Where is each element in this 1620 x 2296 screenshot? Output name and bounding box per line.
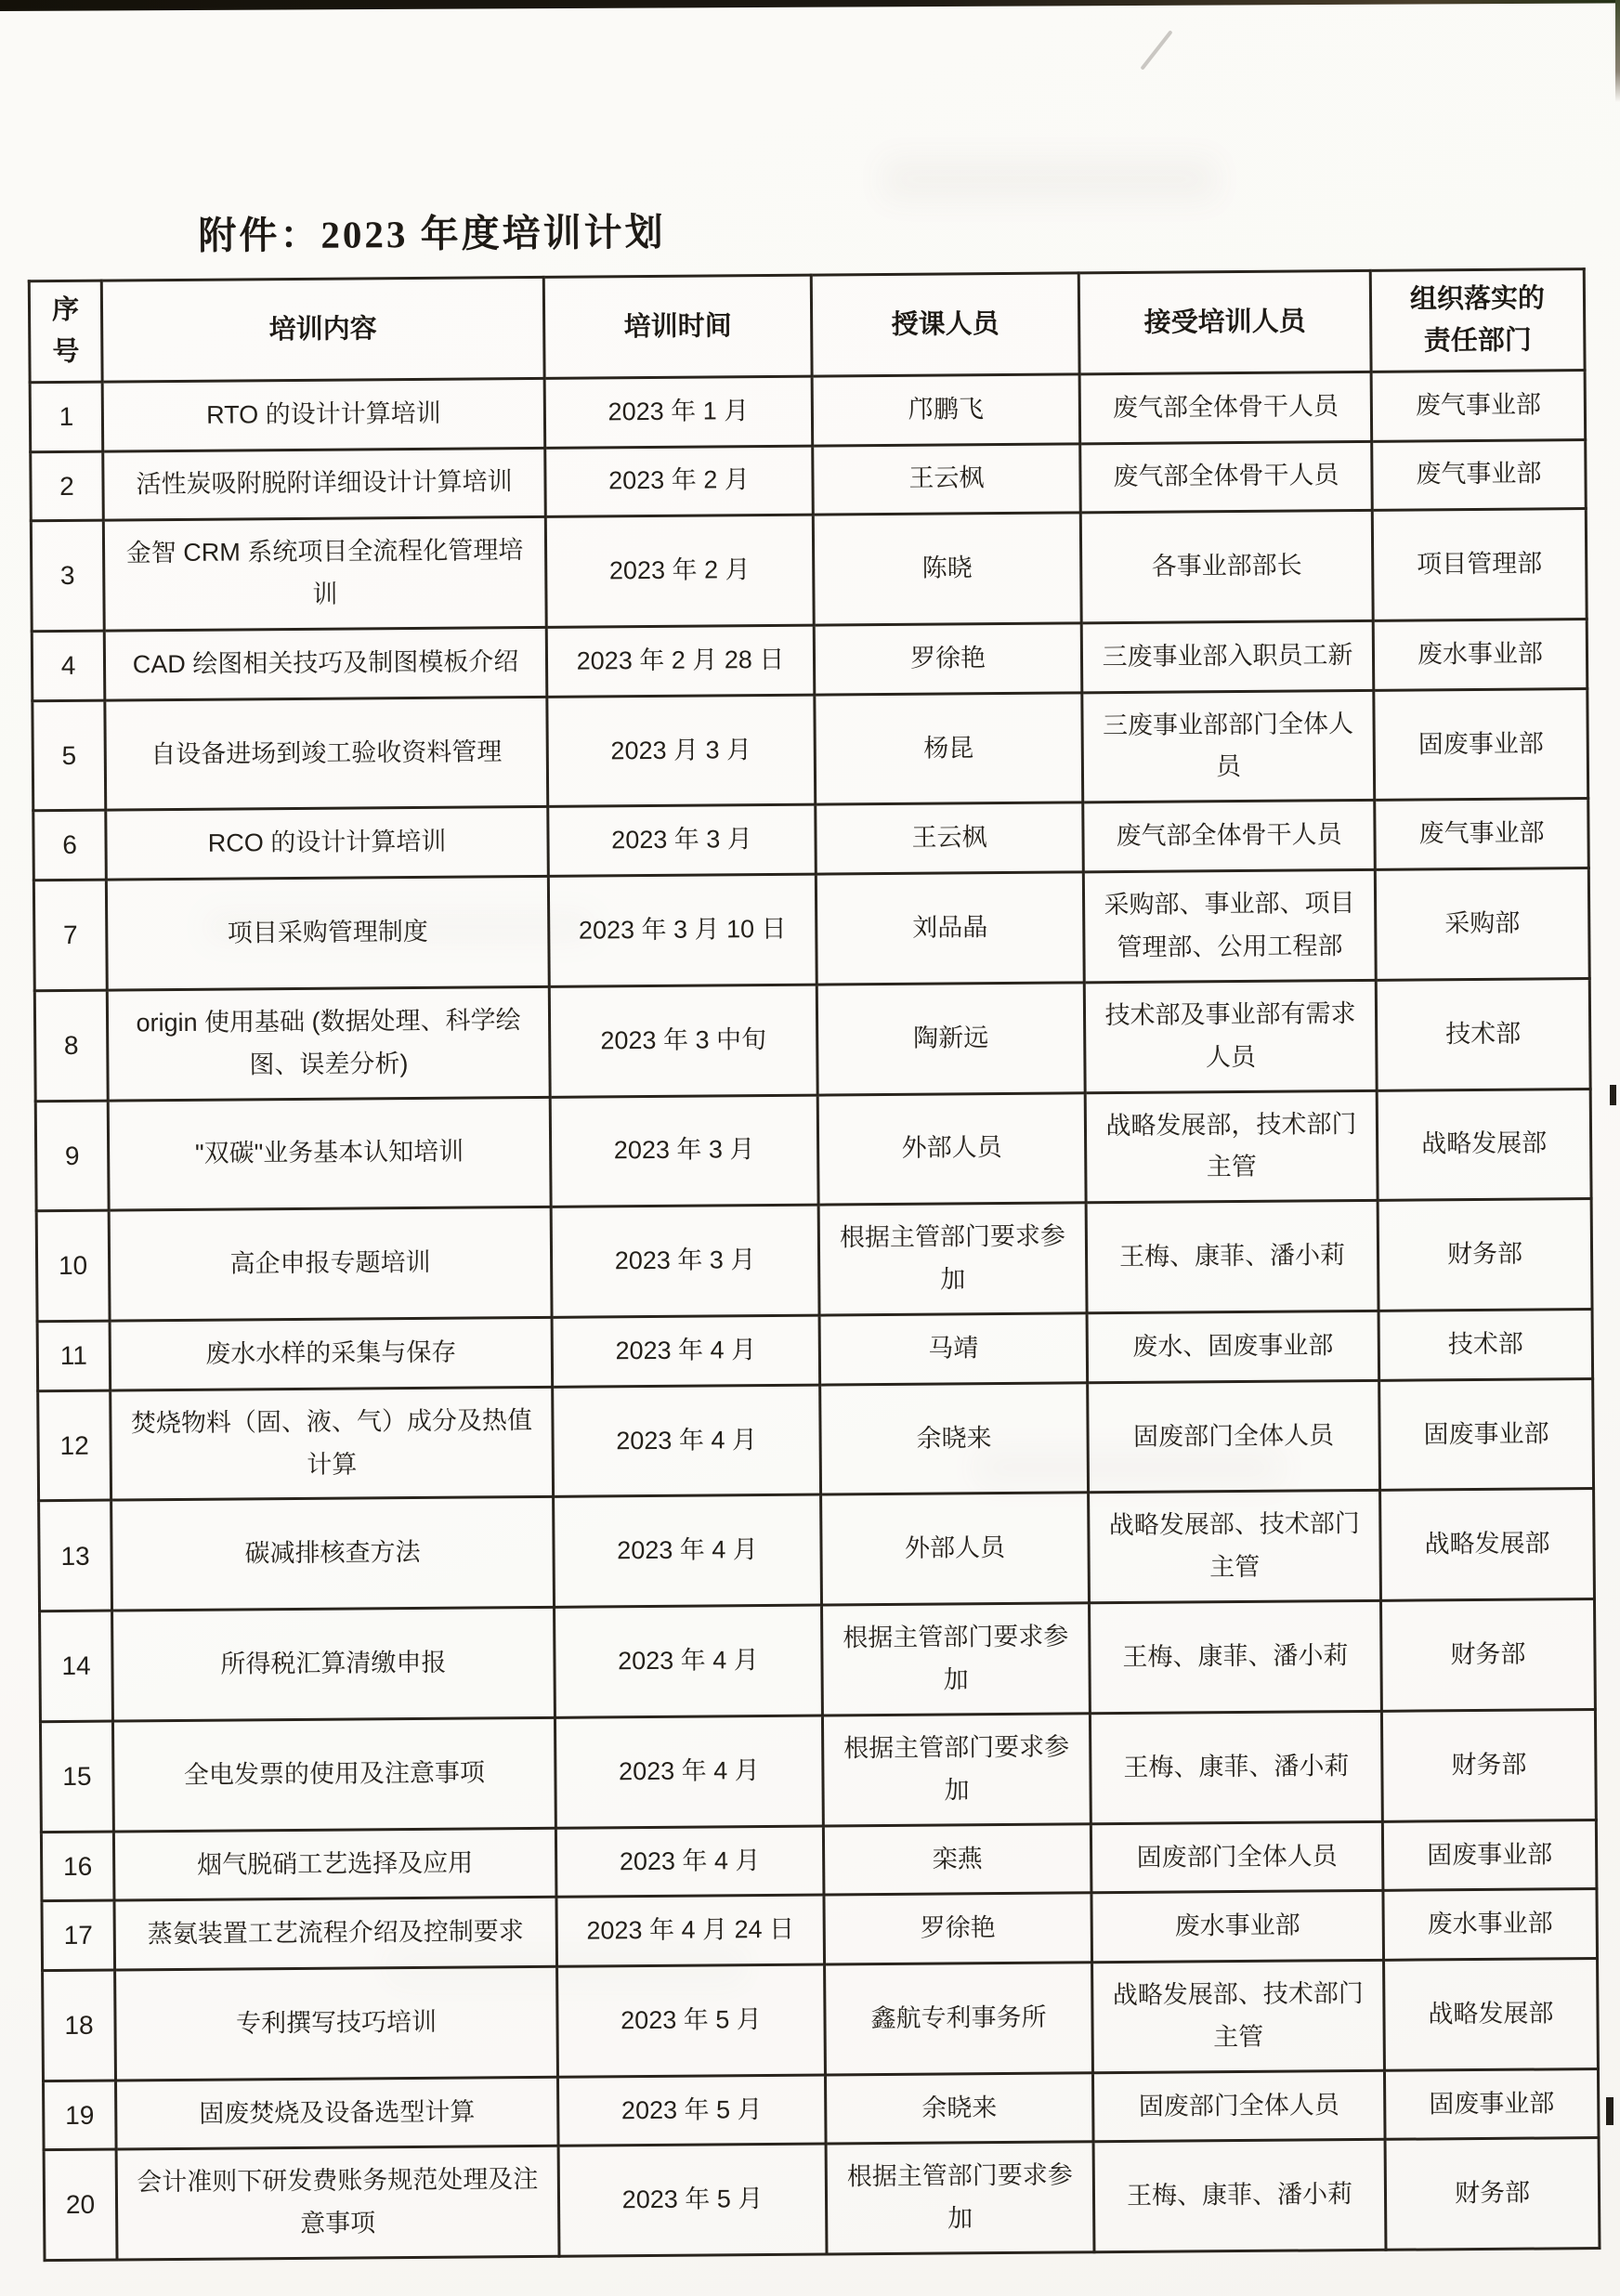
cell-index: 4 <box>32 631 105 700</box>
cell-department: 固废事业部 <box>1384 2068 1599 2139</box>
header-cell-index: 序 号 <box>29 280 102 382</box>
cell-instructor: 陈晓 <box>813 513 1081 625</box>
cell-training-content: 碳减排核查方法 <box>111 1497 555 1611</box>
cell-trainees: 战略发展部、技术部门主管 <box>1089 1491 1381 1603</box>
cell-training-time: 2023 年 4 月 <box>555 1826 824 1898</box>
cell-training-content: 全电发票的使用及注意事项 <box>112 1717 555 1832</box>
cell-training-time: 2023 年 3 月 <box>551 1205 819 1317</box>
table-row <box>39 1489 1595 1611</box>
cell-trainees: 王梅、康菲、潘小莉 <box>1093 2140 1386 2252</box>
table-row <box>38 1378 1594 1501</box>
cell-training-time: 2023 年 3 月 <box>548 804 817 876</box>
cell-training-time: 2023 年 4 月 <box>552 1315 820 1387</box>
cell-training-time: 2023 年 1 月 <box>544 376 813 448</box>
cell-instructor: 根据主管部门要求参加 <box>818 1203 1087 1315</box>
cell-trainees: 废气部全体骨干人员 <box>1083 801 1376 872</box>
cell-index: 1 <box>30 382 103 451</box>
cell-index: 14 <box>40 1611 113 1721</box>
cell-index: 16 <box>41 1832 114 1901</box>
table-row <box>33 688 1588 811</box>
cell-department: 财务部 <box>1380 1599 1595 1712</box>
scan-speck <box>1610 1085 1616 1105</box>
cell-training-content: 自设备进场到竣工验收资料管理 <box>105 697 548 811</box>
table-row <box>31 439 1587 521</box>
header-cell-trainees: 接受培训人员 <box>1078 271 1371 374</box>
table-row <box>30 371 1586 452</box>
cell-instructor: 根据主管部门要求参加 <box>822 1714 1091 1826</box>
cell-index: 2 <box>31 451 104 521</box>
cell-index: 13 <box>39 1501 112 1611</box>
cell-training-time: 2023 年 2 月 <box>545 515 814 627</box>
cell-instructor: 邝鹏飞 <box>812 374 1080 446</box>
table-body <box>30 371 1600 2261</box>
cell-training-time: 2023 年 5 月 <box>557 2075 826 2146</box>
cell-instructor: 余晓来 <box>825 2073 1093 2145</box>
cell-trainees: 战略发展部，技术部门主管 <box>1085 1090 1378 1203</box>
cell-department: 财务部 <box>1381 1710 1596 1822</box>
cell-training-content: 固废焚烧及设备选型计算 <box>116 2077 559 2149</box>
cell-index: 19 <box>44 2081 117 2150</box>
cell-training-content: 会计准则下研发费账务规范处理及注意事项 <box>116 2146 559 2261</box>
cell-department: 技术部 <box>1378 1310 1593 1380</box>
cell-instructor: 罗徐艳 <box>814 623 1082 695</box>
table-row <box>40 1710 1596 1833</box>
cell-index: 18 <box>43 1970 116 2081</box>
cell-department: 战略发展部 <box>1380 1489 1595 1601</box>
table-row <box>36 1199 1592 1322</box>
cell-department: 技术部 <box>1376 978 1590 1090</box>
cell-trainees: 王梅、康菲、潘小莉 <box>1089 1601 1381 1714</box>
training-plan-table <box>28 267 1601 2262</box>
cell-training-content: 高企申报专题培训 <box>109 1207 552 1322</box>
table-row <box>40 1599 1596 1722</box>
cell-training-time: 2023 年 4 月 <box>555 1715 823 1828</box>
cell-index: 17 <box>42 1900 115 1970</box>
cell-trainees: 采购部、事业部、项目管理部、公用工程部 <box>1083 869 1376 982</box>
cell-training-time: 2023 年 3 月 10 日 <box>548 874 817 986</box>
cell-instructor: 鑫航专利事务所 <box>825 1963 1093 2075</box>
cell-trainees: 废水事业部 <box>1091 1891 1384 1963</box>
header-row <box>29 269 1585 383</box>
cell-index: 6 <box>33 810 107 880</box>
cell-department: 固废事业部 <box>1379 1378 1594 1491</box>
table-row <box>37 1310 1593 1391</box>
header-cell-training-content: 培训内容 <box>101 278 544 383</box>
cell-training-time: 2023 月 3 月 <box>547 695 816 807</box>
table-row <box>31 509 1587 632</box>
page-title: 附件：2023 年度培训计划 <box>198 210 666 257</box>
cell-trainees: 技术部及事业部有需求人员 <box>1084 980 1377 1092</box>
cell-index: 11 <box>37 1321 111 1390</box>
cell-instructor: 王云枫 <box>813 443 1081 515</box>
cell-trainees: 废气部全体骨干人员 <box>1080 441 1373 513</box>
cell-training-time: 2023 年 4 月 24 日 <box>556 1895 825 1966</box>
cell-instructor: 王云枫 <box>816 802 1084 874</box>
cell-department: 战略发展部 <box>1377 1089 1591 1201</box>
cell-instructor: 马靖 <box>819 1313 1088 1385</box>
cell-index: 10 <box>36 1210 110 1321</box>
cell-instructor: 根据主管部门要求参加 <box>822 1603 1091 1715</box>
header-cell-department: 组织落实的 责任部门 <box>1370 269 1585 372</box>
cell-department: 废水事业部 <box>1383 1889 1598 1960</box>
cell-instructor: 余晓来 <box>820 1382 1089 1494</box>
cell-training-time: 2023 年 5 月 <box>557 1964 826 2077</box>
cell-training-time: 2023 年 3 中旬 <box>549 985 817 1097</box>
cell-department: 废气事业部 <box>1371 371 1586 441</box>
cell-department: 废气事业部 <box>1375 799 1589 869</box>
table-row <box>44 2068 1600 2150</box>
cell-department: 采购部 <box>1375 868 1589 981</box>
cell-training-content: 金智 CRM 系统项目全流程化管理培训 <box>103 517 546 632</box>
cell-instructor: 罗徐艳 <box>824 1893 1092 1964</box>
cell-trainees: 废水、固废事业部 <box>1087 1311 1379 1382</box>
cell-instructor: 杨昆 <box>815 692 1083 804</box>
cell-department: 财务部 <box>1385 2138 1600 2250</box>
cell-index: 20 <box>44 2149 117 2260</box>
cell-training-time: 2023 年 3 月 <box>550 1095 818 1207</box>
cell-index: 9 <box>35 1101 109 1211</box>
cell-index: 3 <box>31 520 104 631</box>
cell-department: 固废事业部 <box>1374 688 1588 801</box>
cell-training-content: 所得税汇算清缴申报 <box>112 1608 555 1722</box>
cell-training-content: origin 使用基础 (数据处理、科学绘图、误差分析) <box>107 986 550 1101</box>
cell-index: 7 <box>33 880 107 990</box>
cell-training-content: CAD 绘图相关技巧及制图模板介绍 <box>104 627 547 699</box>
cell-training-content: RCO 的设计计算培训 <box>106 807 549 880</box>
cell-instructor: 外部人员 <box>817 1092 1086 1205</box>
cell-department: 财务部 <box>1378 1199 1592 1311</box>
cell-training-time: 2023 年 5 月 <box>558 2144 827 2256</box>
cell-department: 战略发展部 <box>1384 1959 1599 2071</box>
table-header <box>29 269 1585 383</box>
cell-trainees: 王梅、康菲、潘小莉 <box>1086 1201 1378 1313</box>
table-row <box>34 978 1590 1101</box>
cell-instructor: 栾燕 <box>823 1824 1091 1896</box>
cell-training-content: 蒸氨装置工艺流程介绍及控制要求 <box>114 1898 557 1970</box>
cell-trainees: 固废部门全体人员 <box>1092 2070 1385 2142</box>
scan-speck <box>1606 2097 1613 2125</box>
cell-department: 废水事业部 <box>1373 620 1587 690</box>
cell-trainees: 废气部全体骨干人员 <box>1079 372 1372 443</box>
header-cell-training-time: 培训时间 <box>543 275 812 378</box>
cell-trainees: 王梅、康菲、潘小莉 <box>1090 1711 1382 1823</box>
cell-index: 8 <box>34 990 108 1101</box>
cell-instructor: 根据主管部门要求参加 <box>826 2142 1094 2254</box>
table-row <box>35 1089 1591 1211</box>
cell-index: 12 <box>38 1390 111 1501</box>
cell-department: 项目管理部 <box>1372 509 1587 621</box>
cell-training-time: 2023 年 2 月 <box>545 446 814 517</box>
table-row <box>33 868 1589 991</box>
table-row <box>41 1820 1597 1901</box>
cell-training-content: 烟气脱硝工艺选择及应用 <box>113 1828 556 1900</box>
table-row <box>42 1889 1598 1971</box>
cell-trainees: 三废事业部入职员工新 <box>1081 620 1374 692</box>
cell-training-time: 2023 年 4 月 <box>553 1385 821 1497</box>
table-row <box>32 620 1587 701</box>
table-row <box>44 2138 1600 2261</box>
cell-instructor: 外部人员 <box>821 1493 1090 1605</box>
cell-department: 固废事业部 <box>1382 1820 1597 1890</box>
table-row <box>43 1959 1599 2081</box>
cell-training-content: 废水水样的采集与保存 <box>110 1317 553 1389</box>
cell-training-content: 焚烧物料（固、液、气）成分及热值计算 <box>111 1387 554 1501</box>
cell-training-content: 活性炭吸附脱附详细设计计算培训 <box>103 448 546 520</box>
cell-training-content: 项目采购管理制度 <box>106 876 549 990</box>
cell-training-content: "双碳"业务基本认知培训 <box>108 1097 551 1211</box>
table-row <box>33 799 1589 881</box>
cell-index: 5 <box>33 700 106 811</box>
cell-trainees: 固废部门全体人员 <box>1088 1380 1380 1493</box>
cell-training-time: 2023 年 2 月 28 日 <box>546 625 815 697</box>
cell-trainees: 各事业部部长 <box>1080 511 1373 623</box>
cell-trainees: 固废部门全体人员 <box>1091 1821 1383 1893</box>
cell-training-time: 2023 年 4 月 <box>554 1495 822 1608</box>
cell-training-time: 2023 年 4 月 <box>555 1605 823 1717</box>
cell-index: 15 <box>40 1721 113 1832</box>
cell-trainees: 三废事业部部门全体人员 <box>1082 690 1375 802</box>
header-cell-instructor: 授课人员 <box>811 273 1079 376</box>
cell-training-content: RTO 的设计计算培训 <box>102 378 545 450</box>
cell-trainees: 战略发展部、技术部门主管 <box>1092 1960 1385 2072</box>
scan-edge-artifact <box>1615 0 1620 102</box>
cell-instructor: 陶新远 <box>817 983 1085 1095</box>
cell-instructor: 刘品晶 <box>816 872 1084 985</box>
cell-training-content: 专利撰写技巧培训 <box>115 1966 558 2081</box>
cell-department: 废气事业部 <box>1372 439 1587 510</box>
